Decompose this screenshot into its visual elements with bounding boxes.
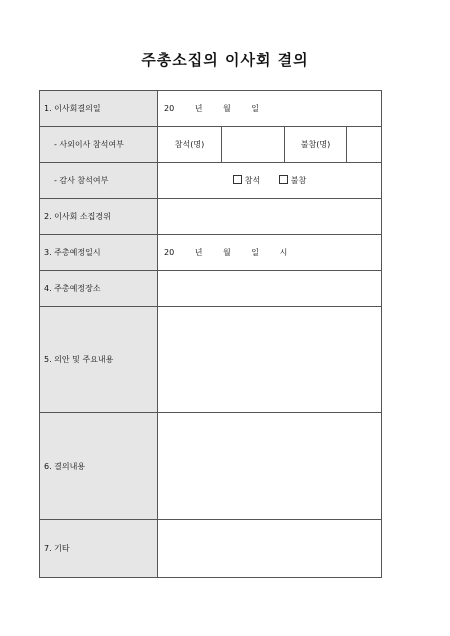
label-outside-directors: - 사외이사 참석여부 — [40, 127, 158, 163]
row-convocation — [40, 199, 382, 235]
row-meeting-place — [40, 271, 382, 307]
label-meeting-date: 3. 주총예정일시 — [40, 235, 158, 271]
auditor-absent-text: 불참 — [290, 176, 307, 185]
month-unit: 월 — [223, 248, 231, 257]
hour-unit: 시 — [279, 248, 288, 257]
outside-absent-label: 불참(명) — [285, 127, 347, 163]
label-convocation: 2. 이사회 소집경위 — [40, 199, 158, 235]
auditor-absent-option[interactable] — [279, 176, 306, 185]
resolution-form-table — [39, 90, 382, 578]
meeting-year: 20 — [164, 248, 175, 257]
row-meeting-date — [40, 235, 382, 271]
checkbox-icon[interactable] — [233, 175, 242, 184]
label-auditor: - 감사 참석여부 — [40, 163, 158, 199]
row-result — [40, 413, 382, 520]
outside-attend-label: 참석(명) — [158, 127, 222, 163]
meeting-date-field[interactable] — [158, 235, 382, 271]
year-unit: 년 — [194, 248, 203, 257]
result-field[interactable] — [158, 413, 382, 520]
auditor-attend-option[interactable] — [233, 176, 260, 185]
row-agenda — [40, 307, 382, 413]
document-title: 주총소집의 이사회 결의 — [141, 51, 309, 69]
row-auditor — [40, 163, 382, 199]
label-resolution-date: 1. 이사회결의일 — [40, 91, 158, 127]
etc-field[interactable] — [158, 520, 382, 578]
label-result: 6. 결의내용 — [40, 413, 158, 520]
convocation-field[interactable] — [158, 199, 382, 235]
checkbox-icon[interactable] — [279, 175, 288, 184]
agenda-field[interactable] — [158, 307, 382, 413]
month-unit: 월 — [223, 104, 231, 113]
resolution-date-field[interactable] — [158, 91, 382, 127]
outside-attend-count-field[interactable] — [222, 127, 285, 163]
meeting-place-field[interactable] — [158, 271, 382, 307]
day-unit: 일 — [251, 104, 260, 113]
year-unit: 년 — [194, 104, 203, 113]
resolution-year: 20 — [164, 104, 175, 113]
row-resolution-date — [40, 91, 382, 127]
row-etc — [40, 520, 382, 578]
label-etc: 7. 기타 — [40, 520, 158, 578]
auditor-attend-text: 참석 — [244, 176, 261, 185]
day-unit: 일 — [251, 248, 260, 257]
label-meeting-place: 4. 주총예정장소 — [40, 271, 158, 307]
outside-absent-count-field[interactable] — [347, 127, 382, 163]
label-agenda: 5. 의안 및 주요내용 — [40, 307, 158, 413]
auditor-options — [158, 163, 382, 199]
row-outside-directors — [40, 127, 382, 163]
